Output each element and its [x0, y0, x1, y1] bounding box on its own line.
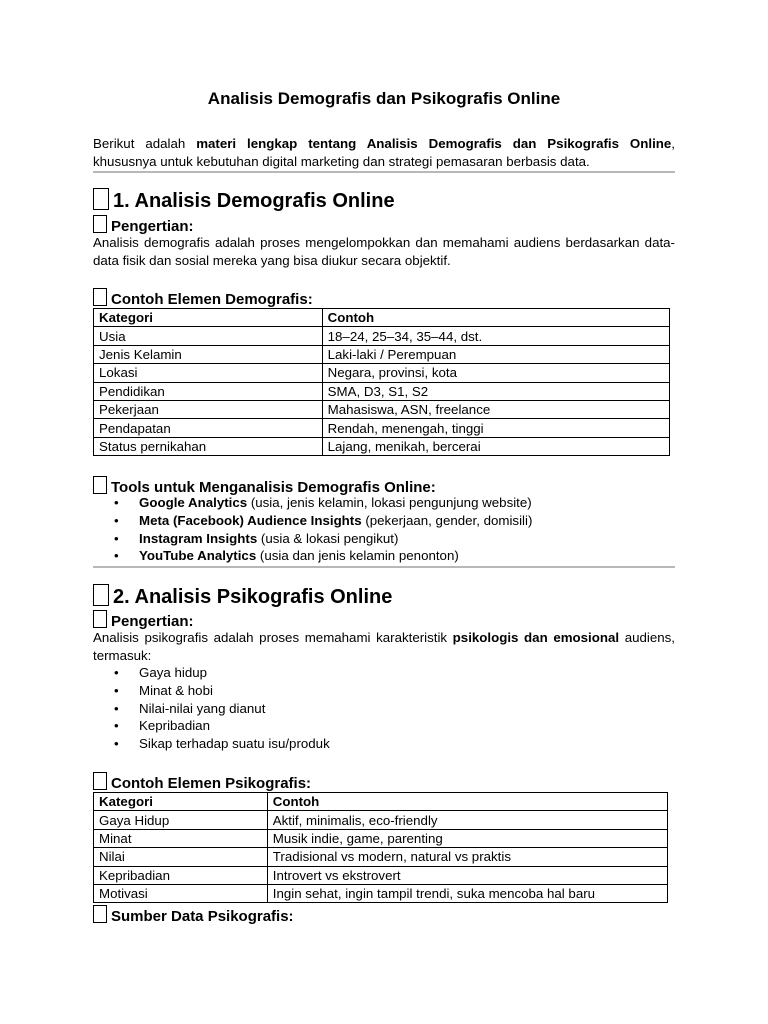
- horizontal-rule: [93, 566, 675, 568]
- list-item: • Gaya hidup: [93, 664, 330, 682]
- section2-elemen-label: Contoh Elemen Psikografis:: [111, 775, 312, 792]
- list-item: [93, 512, 532, 530]
- table-cell: Pekerjaan: [94, 400, 323, 418]
- tool-desc: (usia & lokasi pengikut): [257, 530, 399, 546]
- table-row: [94, 866, 668, 884]
- table-row: [94, 345, 670, 363]
- tool-name: YouTube Analytics: [139, 548, 257, 564]
- table-header-cell: Kategori: [94, 309, 323, 327]
- missing-glyph-icon: [93, 476, 107, 494]
- section1-elemen-label: Contoh Elemen Demografis:: [111, 291, 313, 308]
- intro-paragraph: [93, 135, 675, 171]
- table-cell: Rendah, menengah, tinggi: [322, 419, 669, 437]
- table-cell: Lokasi: [94, 364, 323, 382]
- table-header-row: [94, 309, 670, 327]
- table-cell: 18–24, 25–34, 35–44, dst.: [322, 327, 669, 345]
- table-row: [94, 437, 670, 455]
- table-cell: Laki-laki / Perempuan: [322, 345, 669, 363]
- table-cell: Kepribadian: [94, 866, 268, 884]
- tool-desc: (pekerjaan, gender, domisili): [361, 512, 533, 528]
- section2-elemen-heading: [93, 772, 311, 793]
- table-cell: Tradisional vs modern, natural vs praktis: [267, 848, 667, 866]
- section1-heading-text: 1. Analisis Demografis Online: [113, 190, 395, 212]
- table-cell: Mahasiswa, ASN, freelance: [322, 400, 669, 418]
- table-cell: Aktif, minimalis, eco-friendly: [267, 811, 667, 829]
- table-cell: Ingin sehat, ingin tampil trendi, suka mencoba hal baru: [267, 884, 667, 902]
- table-cell: Motivasi: [94, 884, 268, 902]
- section2-heading: [93, 584, 392, 609]
- section2-sumber-label: Sumber Data Psikografis:: [111, 908, 294, 925]
- horizontal-rule: [93, 171, 675, 173]
- missing-glyph-icon: [93, 610, 107, 628]
- section1-heading: [93, 188, 395, 213]
- table-cell: SMA, D3, S1, S2: [322, 382, 669, 400]
- table-row: [94, 848, 668, 866]
- demografis-table: [93, 308, 670, 456]
- table-cell: Musik indie, game, parenting: [267, 829, 667, 847]
- missing-glyph-icon: [93, 215, 107, 233]
- intro-text-start: Berikut adalah: [93, 136, 197, 151]
- list-item: • Minat & hobi: [93, 682, 330, 700]
- missing-glyph-icon: [93, 905, 107, 923]
- table-row: [94, 364, 670, 382]
- table-row: [94, 811, 668, 829]
- table-row: [94, 884, 668, 902]
- section2-sumber-heading: [93, 905, 294, 926]
- section1-elemen-heading: [93, 288, 313, 309]
- section1-pengertian-heading: [93, 215, 194, 236]
- table-row: [94, 382, 670, 400]
- table-cell: Minat: [94, 829, 268, 847]
- tool-name: Google Analytics: [139, 495, 248, 510]
- table-cell: Status pernikahan: [94, 437, 323, 455]
- table-cell: Jenis Kelamin: [94, 345, 323, 363]
- table-header-row: [94, 793, 668, 811]
- missing-glyph-icon: [93, 188, 109, 210]
- table-row: [94, 829, 668, 847]
- table-cell: Usia: [94, 327, 323, 345]
- tool-name: Meta (Facebook) Audience Insights: [139, 512, 362, 528]
- tool-desc: (usia, jenis kelamin, lokasi pengunjung website): [247, 495, 532, 510]
- table-cell: Negara, provinsi, kota: [322, 364, 669, 382]
- section2-heading-text: 2. Analisis Psikografis Online: [113, 586, 393, 608]
- section2-pengertian-text: [93, 629, 675, 665]
- table-header-cell: Contoh: [267, 793, 667, 811]
- section2-text-end: audiens, termasuk:: [93, 630, 675, 663]
- table-cell: Gaya Hidup: [94, 811, 268, 829]
- tool-name: Instagram Insights: [139, 530, 258, 546]
- section1-pengertian-text: Analisis demografis adalah proses mengelompokkan dan memahami audiens berdasarkan data-data fisik dan sosial mereka yang bisa diukur secara objektif.: [93, 235, 675, 268]
- table-cell: Lajang, menikah, bercerai: [322, 437, 669, 455]
- table-cell: Pendidikan: [94, 382, 323, 400]
- table-row: [94, 400, 670, 418]
- list-item: [93, 547, 532, 565]
- list-item: • Sikap terhadap suatu isu/produk: [93, 735, 330, 753]
- table-row: [94, 327, 670, 345]
- section1-pengertian-label: Pengertian:: [111, 218, 194, 235]
- list-item: [93, 530, 532, 548]
- section2-bold-text: psikologis dan emosional: [452, 630, 620, 645]
- psikografis-list: [93, 664, 330, 753]
- tool-desc: (usia dan jenis kelamin penonton): [256, 548, 459, 564]
- psikografis-table: [93, 792, 668, 903]
- table-cell: Nilai: [94, 848, 268, 866]
- tools-list: [93, 494, 532, 565]
- intro-text-end: , khususnya untuk kebutuhan digital marketing dan strategi pemasaran berbasis data.: [93, 136, 675, 169]
- table-row: [94, 419, 670, 437]
- missing-glyph-icon: [93, 288, 107, 306]
- section2-pengertian-heading: [93, 610, 194, 631]
- document-title: Analisis Demografis dan Psikografis Online: [207, 89, 561, 108]
- list-item: • Kepribadian: [93, 717, 330, 735]
- list-item: [93, 494, 532, 512]
- missing-glyph-icon: [93, 584, 109, 606]
- intro-bold-text: materi lengkap tentang Analisis Demografis dan Psikografis Online: [196, 136, 672, 151]
- missing-glyph-icon: [93, 772, 107, 790]
- table-header-cell: Contoh: [322, 309, 669, 327]
- section2-pengertian-label: Pengertian:: [111, 613, 194, 630]
- table-cell: Introvert vs ekstrovert: [267, 866, 667, 884]
- section1-tools-label: Tools untuk Menganalisis Demografis Online:: [111, 479, 436, 496]
- table-cell: Pendapatan: [94, 419, 323, 437]
- section2-text-start: Analisis psikografis adalah proses memahami karakteristik: [93, 630, 453, 645]
- list-item: • Nilai-nilai yang dianut: [93, 700, 330, 718]
- table-header-cell: Kategori: [94, 793, 268, 811]
